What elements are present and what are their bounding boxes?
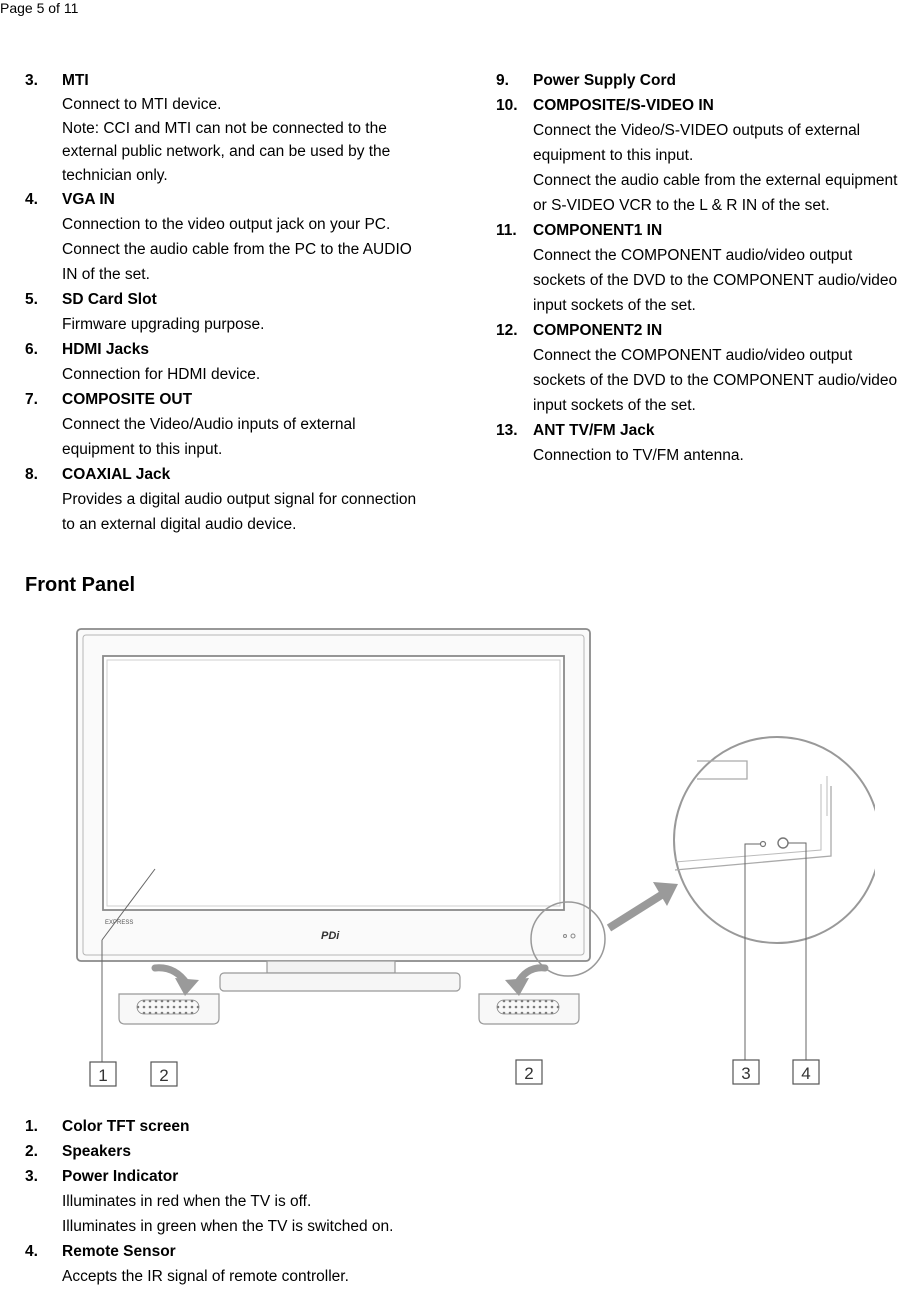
page-header: Page 5 of 11 [0,0,79,16]
list-item-component1-in [496,218,924,318]
item-number: 13. [496,422,518,439]
callout-3 [733,1060,759,1084]
desc-line: input sockets of the set. [533,397,696,414]
tv-stand-neck [267,961,395,973]
item-number: 4. [25,1243,38,1260]
item-description [25,212,455,287]
list-item-component2-in [496,318,924,418]
right-speaker [479,994,579,1024]
item-number: 8. [25,466,38,483]
desc-line: Accepts the IR signal of remote controller. [62,1268,349,1285]
item-title: Color TFT screen [62,1118,190,1135]
desc-line: technician only. [62,166,168,184]
item-number: 9. [496,72,509,89]
item-description [496,443,924,468]
desc-line: or S-VIDEO VCR to the L & R IN of the set. [533,197,830,214]
item-description [25,93,455,187]
item-title: COMPOSITE/S-VIDEO IN [533,97,714,114]
list-item-vga-in [25,187,455,287]
item-description [25,412,455,462]
list-item-hdmi-jacks [25,337,455,387]
desc-line: Connect the audio cable from the PC to the AUDIO [62,241,412,258]
item-description [496,243,924,318]
desc-line: to an external digital audio device. [62,516,297,533]
item-title: VGA IN [62,191,115,208]
brand-logo: PDi [321,930,340,942]
item-number: 3. [25,72,38,89]
left-speaker-arrowhead [175,978,199,996]
item-description [496,343,924,418]
item-title: ANT TV/FM Jack [533,422,655,439]
list-item-speakers [25,1139,725,1164]
desc-line: Connect to MTI device. [62,96,222,113]
item-description [25,312,455,337]
desc-line: Connect the Video/S-VIDEO outputs of external [533,122,861,139]
list-item-composite-out [25,387,455,462]
list-item-composite-svideo-in [496,93,924,218]
tv-stand-base [220,973,460,991]
list-item-remote-sensor [25,1239,725,1289]
item-number: 4. [25,191,38,208]
list-item-mti [25,68,455,187]
desc-line: sockets of the DVD to the COMPONENT audio/video [533,372,898,389]
list-item-sd-card-slot [25,287,455,337]
tv-screen [103,656,564,910]
callout-2-right [516,1060,542,1084]
desc-line: Connect the Video/Audio inputs of external [62,416,356,433]
list-item-coaxial-jack [25,462,455,537]
item-title: HDMI Jacks [62,341,150,358]
item-number: 6. [25,341,38,358]
item-description [25,362,455,387]
zoom-arrow-shaft [609,894,663,928]
svg-text:4: 4 [801,1064,811,1083]
left-column [25,68,455,537]
left-speaker [119,994,219,1024]
desc-line: Connect the COMPONENT audio/video output [533,347,853,364]
item-title: Speakers [62,1143,131,1160]
item-number: 1. [25,1118,38,1135]
zoom-detail [674,737,875,943]
callout-1 [90,1062,116,1086]
desc-line: Illuminates in red when the TV is off. [62,1193,312,1210]
item-title: SD Card Slot [62,291,157,308]
item-description [25,1264,725,1289]
item-number: 12. [496,322,518,339]
item-title: Power Supply Cord [533,72,676,89]
item-description [25,1189,725,1239]
svg-text:3: 3 [741,1064,751,1083]
item-title: COMPONENT1 IN [533,222,663,239]
section-title: Front Panel [25,574,136,596]
item-number: 3. [25,1168,38,1185]
desc-line: equipment to this input. [533,147,694,164]
item-number: 10. [496,97,518,114]
desc-line: IN of the set. [62,266,150,283]
right-speaker-arrowhead [505,978,529,996]
list-item-power-indicator [25,1164,725,1239]
item-number: 7. [25,391,38,408]
item-description [496,118,924,218]
front-panel-legend [25,1114,725,1289]
list-item-power-supply-cord [496,68,924,93]
item-title: Power Indicator [62,1168,179,1185]
desc-line: external public network, and can be used by the [62,143,391,160]
desc-line: Firmware upgrading purpose. [62,316,265,333]
callout-4 [793,1060,819,1084]
svg-text:2: 2 [524,1064,534,1083]
list-item-ant-tv-fm-jack [496,418,924,468]
item-title: COAXIAL Jack [62,466,171,483]
item-number: 2. [25,1143,38,1160]
desc-line: equipment to this input. [62,441,223,458]
small-logo: EXPRESS [105,920,134,926]
desc-line: input sockets of the set. [533,297,696,314]
desc-line: Connect the audio cable from the external equipment [533,172,898,189]
item-title: COMPONENT2 IN [533,322,663,339]
desc-line: sockets of the DVD to the COMPONENT audio/video [533,272,898,289]
callout-2-left [151,1062,177,1086]
desc-line: Provides a digital audio output signal for connection [62,491,417,508]
item-number: 11. [496,222,517,239]
item-title: Remote Sensor [62,1243,176,1260]
desc-line: Note: CCI and MTI can not be connected to the [62,119,387,137]
item-description [25,487,455,537]
desc-line: Connect the COMPONENT audio/video output [533,247,853,264]
right-column [496,68,924,468]
item-number: 5. [25,291,38,308]
desc-line: Illuminates in green when the TV is switched on. [62,1218,394,1235]
item-title: COMPOSITE OUT [62,391,193,408]
list-item-color-tft-screen [25,1114,725,1139]
desc-line: Connection for HDMI device. [62,366,261,383]
tv-front-panel-illustration [75,626,875,1091]
svg-text:1: 1 [98,1066,108,1085]
svg-text:2: 2 [159,1066,169,1085]
item-title: MTI [62,72,89,89]
desc-line: Connection to TV/FM antenna. [533,447,744,464]
desc-line: Connection to the video output jack on your PC. [62,216,391,233]
front-panel-figure [75,626,875,1091]
